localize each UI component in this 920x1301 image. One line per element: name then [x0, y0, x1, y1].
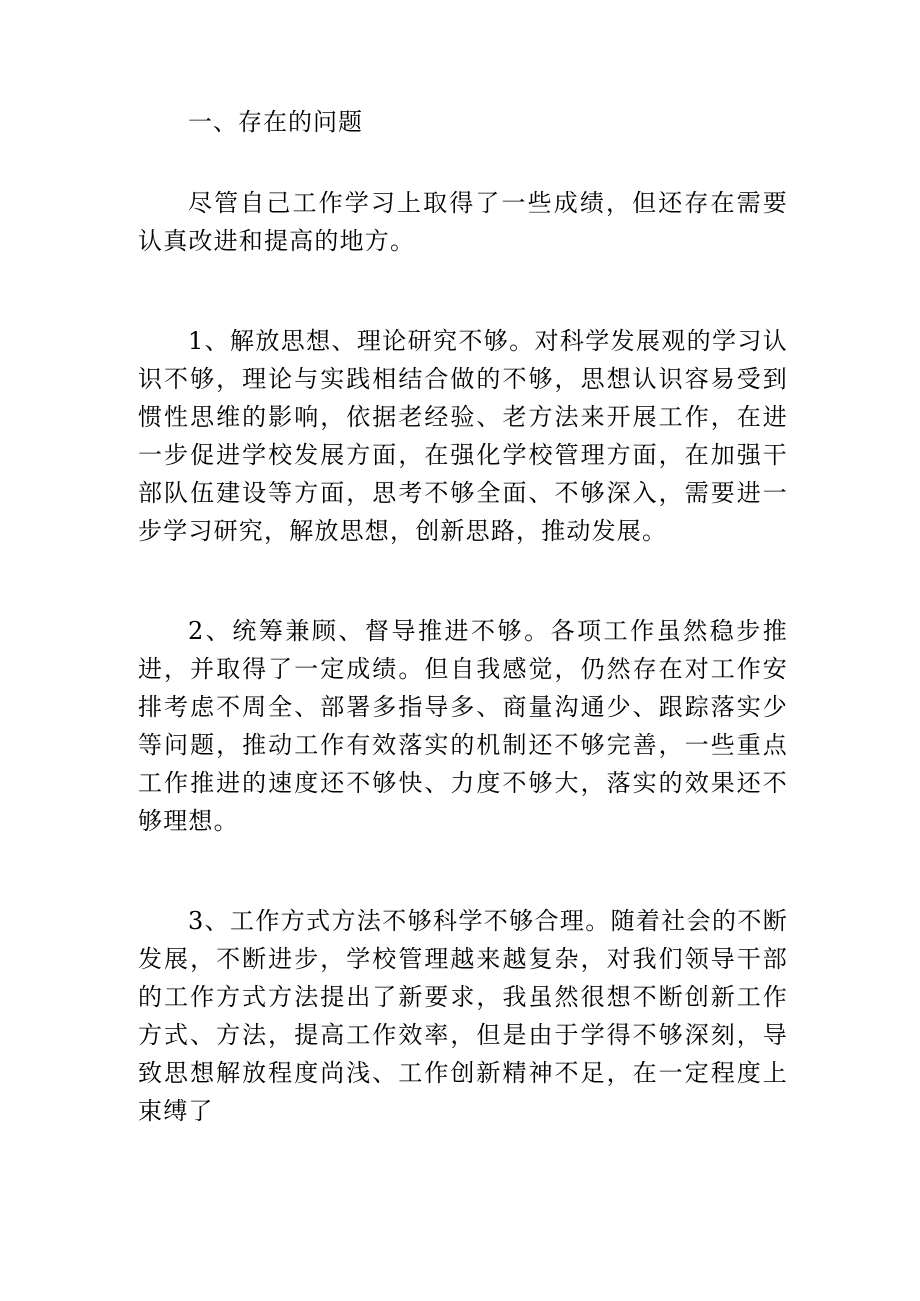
problem-paragraph-2: 2、统筹兼顾、督导推进不够。各项工作虽然稳步推进，并取得了一定成绩。但自我感觉，仍然存在对工作安排考虑不周全、部署多指导多、商量沟通少、跟踪落实少等问题，推动工作有效落实的机制还不够完善，一些重点工作推进的速度还不够快、力度不够大，落实的效果还不够理想。: [138, 617, 788, 835]
problem-paragraph-3: 3、工作方式方法不够科学不够合理。随着社会的不断发展，不断进步，学校管理越来越复杂，对我们领导干部的工作方式方法提出了新要求，我虽然很想不断创新工作方式、方法，提高工作效率，但是由于学得不够深刻，导致思想解放程度尚浅、工作创新精神不足，在一定程度上束缚了: [138, 907, 788, 1125]
problem-paragraph-1: 1、解放思想、理论研究不够。对科学发展观的学习认识不够，理论与实践相结合做的不够，思想认识容易受到惯性思维的影响，依据老经验、老方法来开展工作，在进一步促进学校发展方面，在强化学校管理方面，在加强干部队伍建设等方面，思考不够全面、不够深入，需要进一步学习研究，解放思想，创新思路，推动发展。: [138, 327, 788, 545]
section-heading: 一、存在的问题: [188, 108, 363, 136]
intro-paragraph: 尽管自己工作学习上取得了一些成绩，但还存在需要认真改进和提高的地方。: [138, 189, 788, 255]
document-body: [138, 102, 788, 1130]
